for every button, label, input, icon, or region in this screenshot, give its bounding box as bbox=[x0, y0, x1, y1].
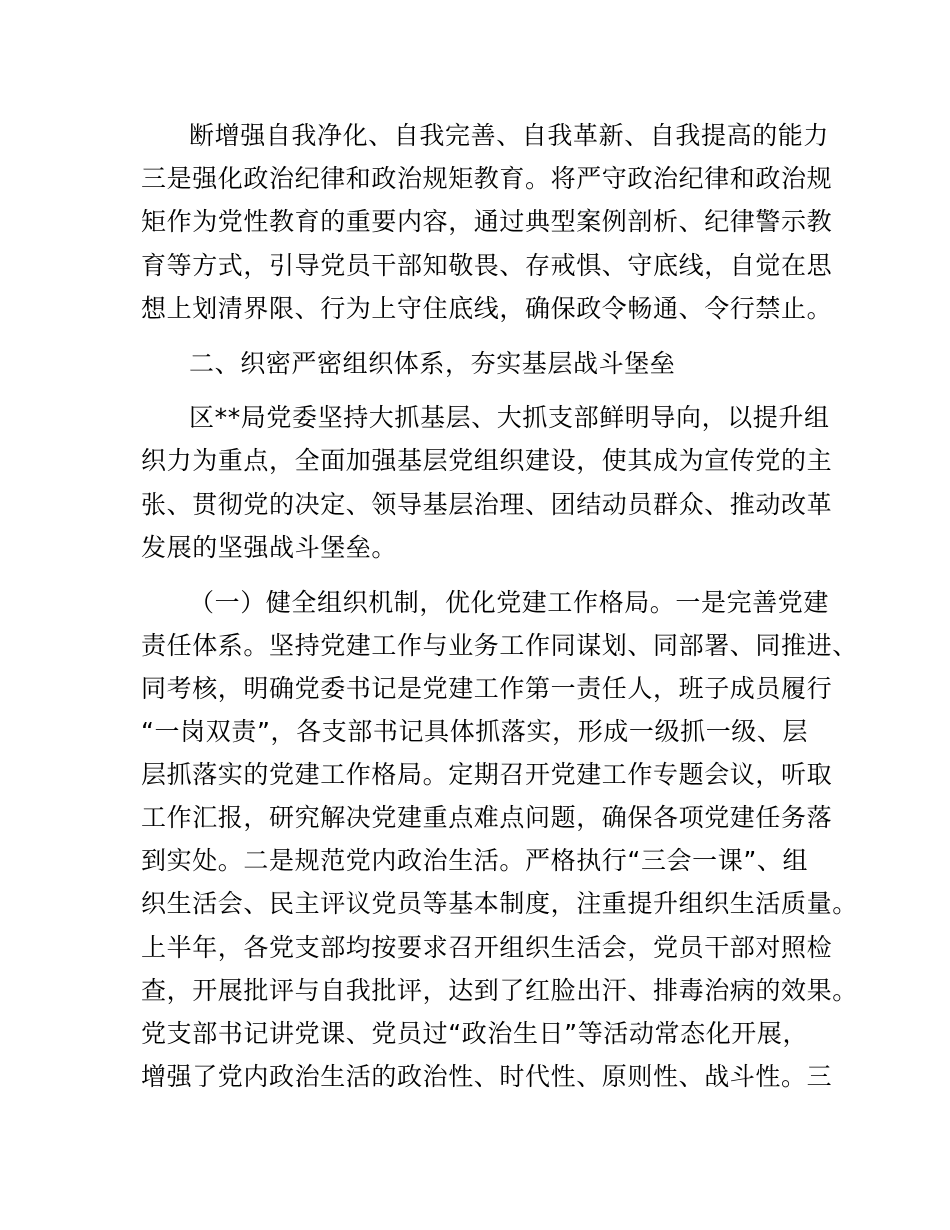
text-line-18: 织生活会、民主评议党员等基本制度，注重提升组织生活质量。 bbox=[141, 889, 858, 918]
text-line-12: 责任体系。坚持党建工作与业务工作同谋划、同部署、同推进、 bbox=[141, 631, 858, 660]
text-line-17: 到实处。二是规范党内政治生活。严格执行“三会一课”、组 bbox=[141, 846, 809, 875]
text-line-13: 同考核，明确党委书记是党建工作第一责任人，班子成员履行 bbox=[141, 674, 833, 703]
text-line-10: 发展的坚强战斗堡垒。 bbox=[141, 533, 398, 562]
text-line-3: 矩作为党性教育的重要内容，通过典型案例剖析、纪律警示教 bbox=[141, 207, 833, 236]
text-line-20: 查，开展批评与自我批评，达到了红脸出汗、排毒治病的效果。 bbox=[141, 976, 858, 1005]
text-line-16: 工作汇报，研究解决党建重点难点问题，确保各项党建任务落 bbox=[141, 803, 833, 832]
text-line-14: “一岗双责”，各支部书记具体抓落实，形成一级抓一级、层 bbox=[141, 717, 809, 746]
text-line-2: 三是强化政治纪律和政治规矩教育。将严守政治纪律和政治规 bbox=[141, 164, 833, 193]
text-line-19: 上半年，各党支部均按要求召开组织生活会，党员干部对照检 bbox=[141, 933, 833, 962]
text-line-22: 增强了党内政治生活的政治性、时代性、原则性、战斗性。三 bbox=[141, 1062, 833, 1091]
text-line-15: 层抓落实的党建工作格局。定期召开党建工作专题会议，听取 bbox=[141, 760, 833, 789]
text-line-9: 张、贯彻党的决定、领导基层治理、团结动员群众、推动改革 bbox=[141, 490, 833, 519]
text-line-4: 育等方式，引导党员干部知敬畏、存戒惧、守底线，自觉在思 bbox=[141, 251, 833, 280]
text-line-5: 想上划清界限、行为上守住底线，确保政令畅通、令行禁止。 bbox=[141, 294, 833, 323]
text-line-1: 断增强自我净化、自我完善、自我革新、自我提高的能力 bbox=[189, 121, 830, 150]
section-heading: 二、织密严密组织体系，夯实基层战斗堡垒 bbox=[189, 349, 676, 378]
text-line-8: 织力为重点，全面加强基层党组织建设，使其成为宣传党的主 bbox=[141, 446, 833, 475]
text-line-7: 区**局党委坚持大抓基层、大抓支部鲜明导向，以提升组 bbox=[189, 403, 830, 432]
text-line-11: （一）健全组织机制，优化党建工作格局。一是完善党建 bbox=[189, 588, 830, 617]
text-line-21: 党支部书记讲党课、党员过“政治生日”等活动常态化开展， bbox=[141, 1019, 809, 1048]
